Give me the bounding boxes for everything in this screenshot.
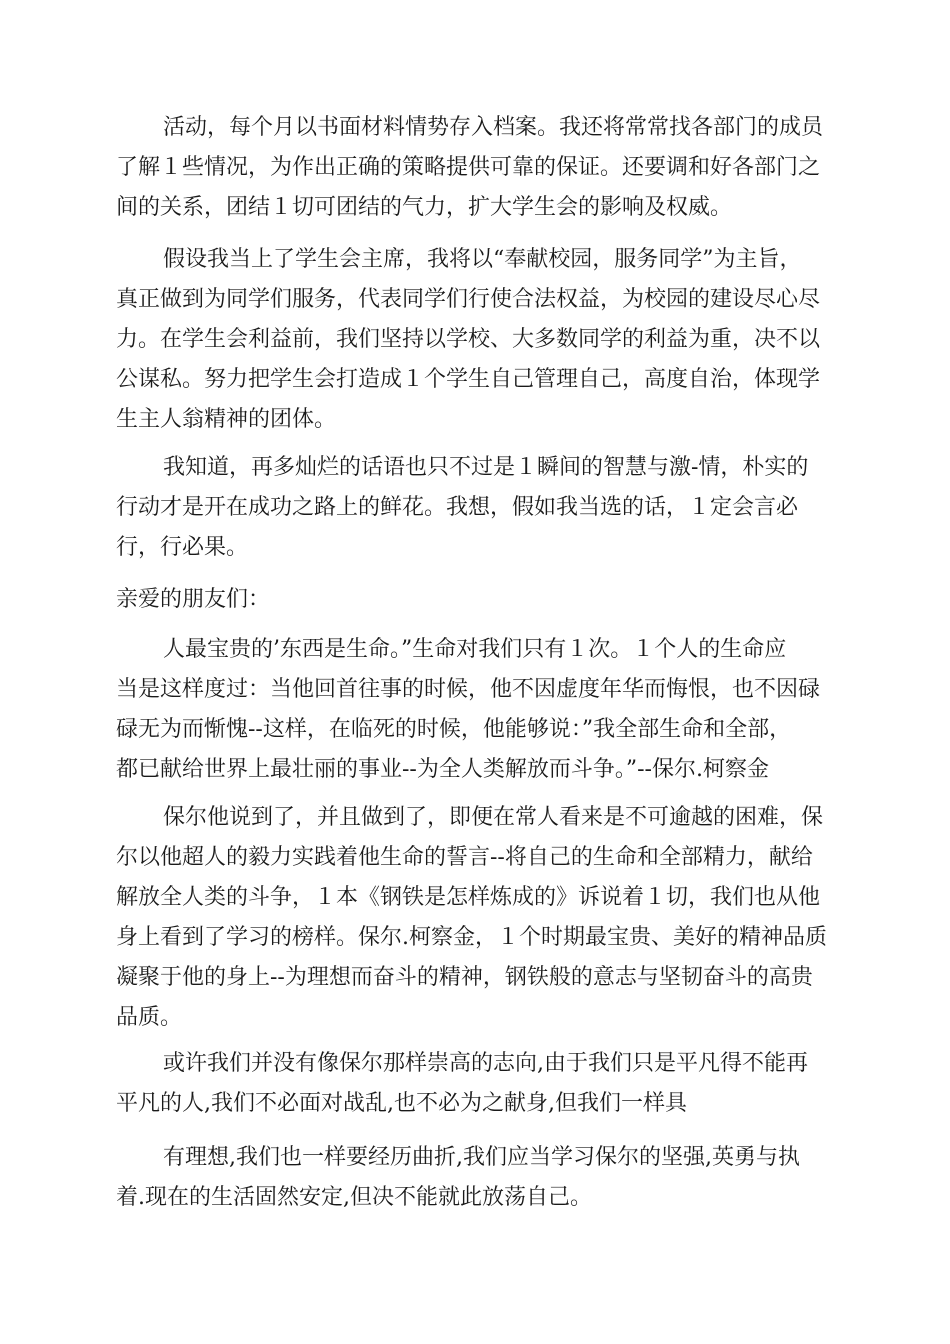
text-line: 平凡的人,我们不必面对战乱,也不必为之献身,但我们一样具 (116, 1091, 687, 1116)
text-line: 身上看到了学习的榜样。保尔.柯察金，１个时期最宝贵、美好的精神品质 (116, 925, 827, 950)
text-line: 当是这样度过：当他回首往事的时候，他不因虚度年华而悔恨，也不因碌 (116, 677, 821, 702)
text-line: 真正做到为同学们服务，代表同学们行使合法权益，为校园的建设尽心尽 (116, 287, 821, 312)
text-line: 生主人翁精神的团体。 (116, 407, 337, 432)
text-line: 了解１些情况，为作出正确的策略提供可靠的保证。还要调和好各部门之 (116, 155, 821, 180)
text-line: 人最宝贵的’东西是生命。”生命对我们只有１次。１个人的生命应 (163, 637, 787, 662)
paragraph-activities (116, 108, 836, 228)
text-line: 碌无为而惭愧--这样，在临死的时候，他能够说：”我全部生命和全部， (116, 717, 792, 742)
text-line: 保尔他说到了，并且做到了，即便在常人看来是不可逾越的困难，保 (163, 805, 824, 830)
text-line: 有理想,我们也一样要经历曲折,我们应当学习保尔的坚强,英勇与执 (163, 1145, 800, 1170)
paragraph-ordinary-people (116, 1044, 836, 1124)
paragraph-chairman-pledge (116, 240, 836, 440)
paragraph-life-quote (116, 630, 836, 790)
text-line: 或许我们并没有像保尔那样崇高的志向,由于我们只是平凡得不能再 (163, 1051, 808, 1076)
text-line: 解放全人类的斗争，１本《钢铁是怎样炼成的》诉说着１切，我们也从他 (116, 885, 821, 910)
text-line: 活动，每个月以书面材料情势存入档案。我还将常常找各部门的成员 (163, 115, 824, 140)
text-line: 凝聚于他的身上--为理想而奋斗的精神，钢铁般的意志与坚韧奋斗的高贵 (116, 965, 813, 990)
text-line: 公谋私。努力把学生会打造成１个学生自己管理自己，高度自治，体现学 (116, 367, 821, 392)
paragraph-action-promise (116, 448, 836, 568)
text-line: 都已献给世界上最壮丽的事业--为全人类解放而斗争。”--保尔.柯察金 (116, 757, 769, 782)
text-line: 我知道，再多灿烂的话语也只不过是１瞬间的智慧与激-情，朴实的 (163, 455, 809, 480)
text-line: 尔以他超人的毅力实践着他生命的誓言--将自己的生命和全部精力，献给 (116, 845, 813, 870)
paragraph-salutation (116, 580, 836, 620)
paragraph-paul-example (116, 798, 836, 1038)
paragraph-ideals (116, 1138, 836, 1218)
text-line: 假设我当上了学生会主席，我将以“奉献校园，服务同学”为主旨， (163, 247, 802, 272)
text-line: 行动才是开在成功之路上的鲜花。我想，假如我当选的话，１定会言必 (116, 495, 799, 520)
text-line: 亲爱的朋友们： (116, 587, 271, 612)
text-line: 力。在学生会利益前，我们坚持以学校、大多数同学的利益为重，决不以 (116, 327, 821, 352)
text-line: 品质。 (116, 1005, 183, 1030)
text-line: 行，行必果。 (116, 535, 249, 560)
text-line: 间的关系，团结１切可团结的气力，扩大学生会的影响及权威。 (116, 195, 733, 220)
text-line: 着.现在的生活固然安定,但决不能就此放荡自己。 (116, 1185, 592, 1210)
